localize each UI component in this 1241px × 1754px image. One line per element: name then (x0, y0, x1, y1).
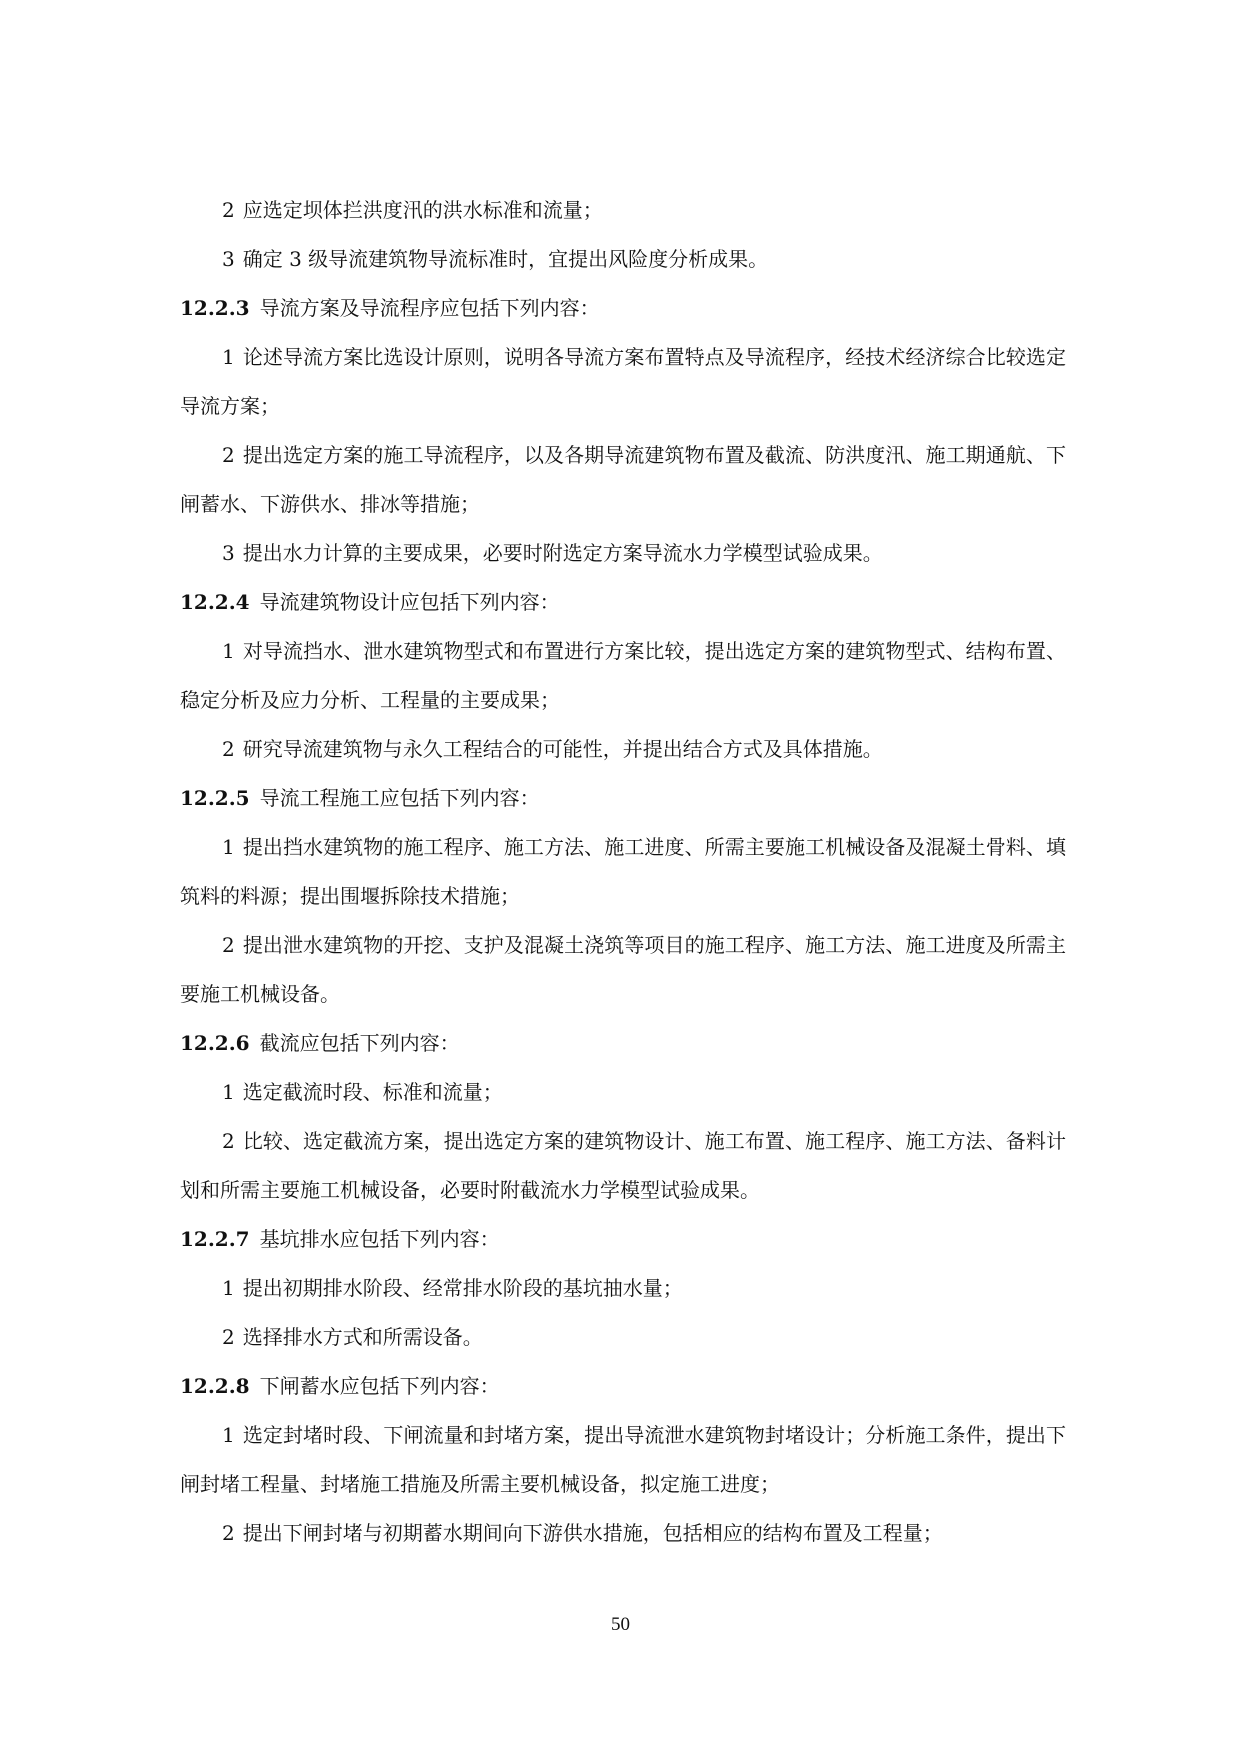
item-number: 2 (222, 737, 235, 761)
item-text: 提出初期排水阶段、经常排水阶段的基坑抽水量； (242, 1276, 683, 1300)
item-text: 提出选定方案的施工导流程序，以及各期导流建筑物布置及截流、防洪度汛、施工期通航、下闸蓄水、下游供水、排冰等措施； (180, 443, 1066, 516)
item-number: 2 (222, 198, 235, 222)
item-number: 2 (222, 443, 235, 467)
list-item (180, 725, 1066, 774)
item-text: 确定 3 级导流建筑物导流标准时，宜提出风险度分析成果。 (242, 247, 769, 271)
item-text: 选定封堵时段、下闸流量和封堵方案，提出导流泄水建筑物封堵设计；分析施工条件，提出下闸封堵工程量、封堵施工措施及所需主要机械设备，拟定施工进度； (180, 1423, 1066, 1496)
list-item (180, 1117, 1066, 1215)
list-item (180, 921, 1066, 1019)
section-heading (180, 578, 1066, 627)
item-number: 3 (222, 247, 235, 271)
item-text: 提出泄水建筑物的开挖、支护及混凝土浇筑等项目的施工程序、施工方法、施工进度及所需主要施工机械设备。 (180, 933, 1066, 1006)
section-title: 基坑排水应包括下列内容： (259, 1227, 500, 1251)
section-number: 12.2.4 (180, 590, 250, 614)
item-text: 论述导流方案比选设计原则，说明各导流方案布置特点及导流程序，经技术经济综合比较选定导流方案； (180, 345, 1066, 418)
item-text: 提出水力计算的主要成果，必要时附选定方案导流水力学模型试验成果。 (242, 541, 883, 565)
item-number: 1 (222, 1423, 235, 1447)
list-item (180, 1411, 1066, 1509)
section-number: 12.2.6 (180, 1031, 250, 1055)
item-number: 1 (222, 345, 235, 369)
section-heading (180, 284, 1066, 333)
section-heading (180, 1019, 1066, 1068)
section-title: 截流应包括下列内容： (259, 1031, 460, 1055)
list-item (180, 186, 1066, 235)
item-number: 2 (222, 1129, 235, 1153)
item-number: 2 (222, 1521, 235, 1545)
item-text: 对导流挡水、泄水建筑物型式和布置进行方案比较，提出选定方案的建筑物型式、结构布置、稳定分析及应力分析、工程量的主要成果； (180, 639, 1066, 712)
list-item (180, 333, 1066, 431)
item-number: 2 (222, 1325, 235, 1349)
item-number: 1 (222, 835, 235, 859)
list-item (180, 1068, 1066, 1117)
section-heading (180, 1362, 1066, 1411)
item-text: 应选定坝体拦洪度汛的洪水标准和流量； (242, 198, 603, 222)
section-number: 12.2.8 (180, 1374, 250, 1398)
item-text: 提出下闸封堵与初期蓄水期间向下游供水措施，包括相应的结构布置及工程量； (242, 1521, 943, 1545)
page-body (180, 186, 1066, 1558)
list-item (180, 1264, 1066, 1313)
item-number: 1 (222, 1276, 235, 1300)
item-number: 3 (222, 541, 235, 565)
item-text: 选定截流时段、标准和流量； (242, 1080, 503, 1104)
item-text: 提出挡水建筑物的施工程序、施工方法、施工进度、所需主要施工机械设备及混凝土骨料、填筑料的料源；提出围堰拆除技术措施； (180, 835, 1066, 908)
list-item (180, 529, 1066, 578)
list-item (180, 1313, 1066, 1362)
section-title: 导流方案及导流程序应包括下列内容： (259, 296, 600, 320)
section-number: 12.2.5 (180, 786, 250, 810)
item-number: 1 (222, 639, 235, 663)
section-heading (180, 1215, 1066, 1264)
list-item (180, 627, 1066, 725)
section-title: 导流建筑物设计应包括下列内容： (259, 590, 560, 614)
section-title: 导流工程施工应包括下列内容： (259, 786, 540, 810)
page-number: 50 (611, 1614, 630, 1635)
list-item (180, 235, 1066, 284)
list-item (180, 431, 1066, 529)
item-text: 研究导流建筑物与永久工程结合的可能性，并提出结合方式及具体措施。 (242, 737, 883, 761)
section-heading (180, 774, 1066, 823)
list-item (180, 823, 1066, 921)
section-title: 下闸蓄水应包括下列内容： (259, 1374, 500, 1398)
item-number: 2 (222, 933, 235, 957)
section-number: 12.2.3 (180, 296, 250, 320)
item-text: 比较、选定截流方案，提出选定方案的建筑物设计、施工布置、施工程序、施工方法、备料计划和所需主要施工机械设备，必要时附截流水力学模型试验成果。 (180, 1129, 1066, 1202)
list-item (180, 1509, 1066, 1558)
item-number: 1 (222, 1080, 235, 1104)
item-text: 选择排水方式和所需设备。 (242, 1325, 483, 1349)
section-number: 12.2.7 (180, 1227, 250, 1251)
